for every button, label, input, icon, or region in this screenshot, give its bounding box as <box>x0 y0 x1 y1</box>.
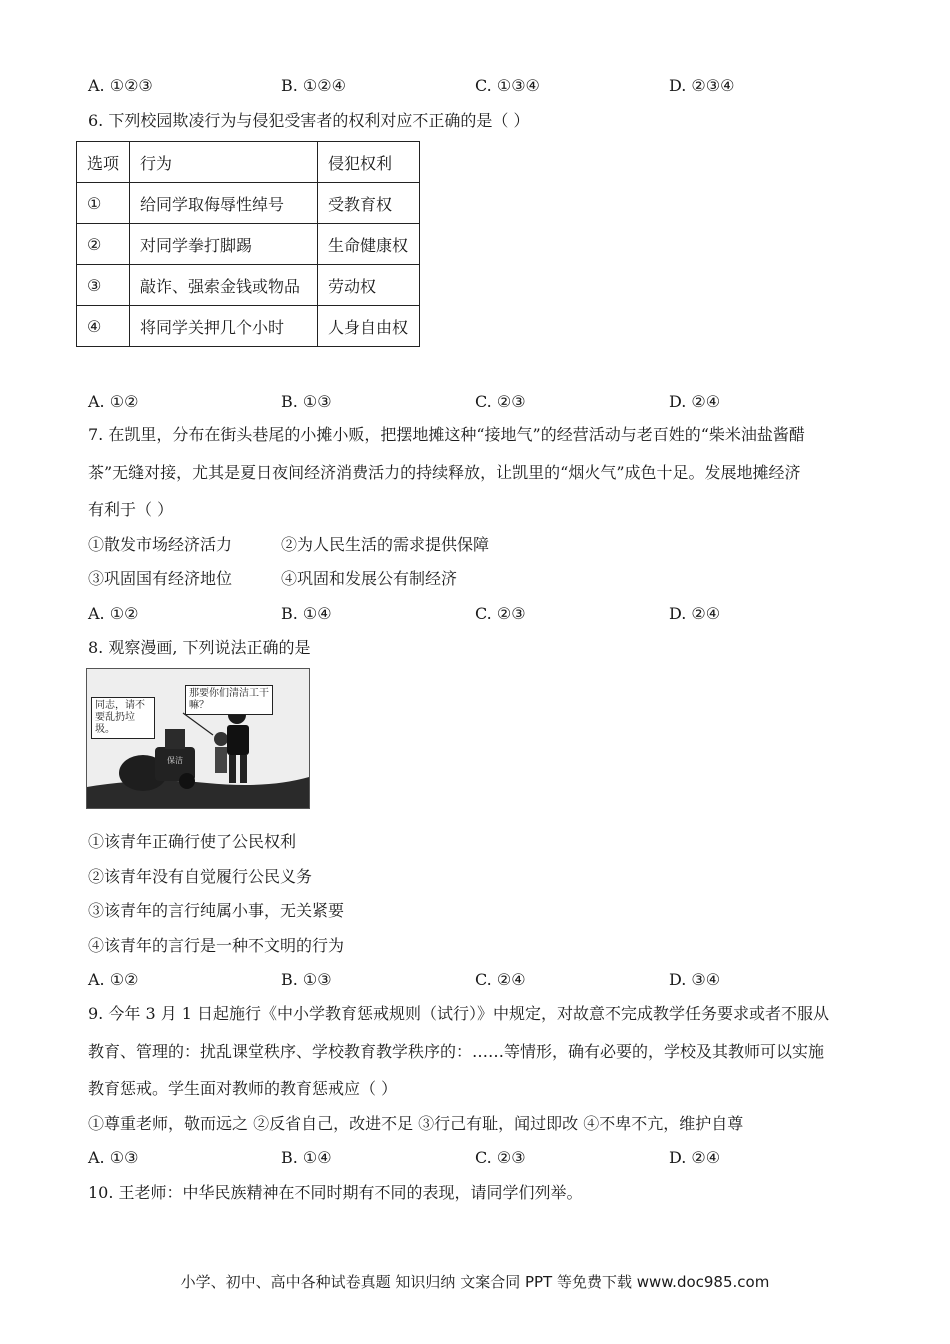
table-cell: 受教育权 <box>318 183 420 224</box>
page-footer: 小学、初中、高中各种试卷真题 知识归纳 文案合同 PPT 等免费下载 www.doc985.com <box>180 1273 770 1291</box>
q7-stem-line: 有利于（ ） <box>88 500 174 519</box>
speech-bubble-right: 那要你们清洁工干嘛？ <box>185 685 273 715</box>
table-cell: ① <box>77 183 130 224</box>
table-header: 侵犯权利 <box>318 142 420 183</box>
cartoon-image <box>86 668 310 809</box>
q7-statement: ②为人民生活的需求提供保障 <box>281 535 490 554</box>
table-cell: 生命健康权 <box>318 224 420 265</box>
option-d: D. ②④ <box>669 604 721 623</box>
option-c: C. ①③④ <box>475 76 540 95</box>
option-b: B. ①②④ <box>281 76 346 95</box>
option-b: B. ①③ <box>281 392 332 411</box>
table-cell: 对同学拳打脚踢 <box>130 224 318 265</box>
q9-stem-line: 教育惩戒。学生面对教师的教育惩戒应（ ） <box>88 1079 398 1098</box>
option-b: B. ①④ <box>281 1148 332 1167</box>
table-cell: ④ <box>77 306 130 347</box>
q10-stem: 10. 王老师：中华民族精神在不同时期有不同的表现，请同学们列举。 <box>88 1183 583 1202</box>
table-cell: 敲诈、强索金钱或物品 <box>130 265 318 306</box>
option-d: D. ②④ <box>669 1148 721 1167</box>
option-c: C. ②③ <box>475 1148 526 1167</box>
table-cell: 劳动权 <box>318 265 420 306</box>
table-cell: 人身自由权 <box>318 306 420 347</box>
option-d: D. ②④ <box>669 392 721 411</box>
q8-statement: ③该青年的言行纯属小事，无关紧要 <box>88 901 345 920</box>
q8-stem: 8. 观察漫画, 下列说法正确的是 <box>88 638 311 657</box>
q8-statement: ②该青年没有自觉履行公民义务 <box>88 867 313 886</box>
q9-statements: ①尊重老师，敬而远之 ②反省自己，改进不足 ③行己有耻，闻过即改 ④不卑不亢，维护自尊 <box>88 1114 744 1133</box>
q7-statement: ①散发市场经济活力 <box>88 535 233 554</box>
q7-statement: ③巩固国有经济地位 <box>88 569 233 588</box>
option-a: A. ①② <box>88 392 139 411</box>
table-row <box>77 306 420 347</box>
table-row <box>77 265 420 306</box>
cart-label: 保洁 <box>167 756 183 765</box>
q7-stem-line: 7. 在凯里，分布在街头巷尾的小摊小贩，把摆地摊这种“接地气”的经营活动与老百姓的“柴米油盐酱醋 <box>88 425 805 444</box>
option-a: A. ①②③ <box>88 76 153 95</box>
option-c: C. ②④ <box>475 970 526 989</box>
option-b: B. ①③ <box>281 970 332 989</box>
q6-stem: 6. 下列校园欺凌行为与侵犯受害者的权利对应不正确的是（ ） <box>88 111 530 130</box>
table-cell: ② <box>77 224 130 265</box>
table-cell: 给同学取侮辱性绰号 <box>130 183 318 224</box>
q8-statement: ①该青年正确行使了公民权利 <box>88 832 297 851</box>
table-header-row <box>77 142 420 183</box>
q7-statement: ④巩固和发展公有制经济 <box>281 569 458 588</box>
q9-stem-line: 9. 今年 3 月 1 日起施行《中小学教育惩戒规则（试行）》中规定，对故意不完成教学任务要求或者不服从 <box>88 1004 830 1023</box>
q6-options <box>0 392 950 412</box>
option-a: A. ①② <box>88 604 139 623</box>
option-d: D. ②③④ <box>669 76 735 95</box>
q7-options <box>0 604 950 624</box>
option-c: C. ②③ <box>475 392 526 411</box>
table-cell: ③ <box>77 265 130 306</box>
q8-statement: ④该青年的言行是一种不文明的行为 <box>88 936 345 955</box>
table-header: 行为 <box>130 142 318 183</box>
option-a: A. ①② <box>88 970 139 989</box>
table-row <box>77 183 420 224</box>
table-row <box>77 224 420 265</box>
q8-options <box>0 970 950 990</box>
option-c: C. ②③ <box>475 604 526 623</box>
option-a: A. ①③ <box>88 1148 139 1167</box>
option-d: D. ③④ <box>669 970 721 989</box>
speech-bubble-left: 同志，请不要乱扔垃圾。 <box>91 697 155 739</box>
option-b: B. ①④ <box>281 604 332 623</box>
q6-table <box>76 141 420 347</box>
table-header: 选项 <box>77 142 130 183</box>
table-cell: 将同学关押几个小时 <box>130 306 318 347</box>
q9-options <box>0 1148 950 1168</box>
q7-stem-line: 茶”无缝对接，尤其是夏日夜间经济消费活力的持续释放，让凯里的“烟火气”成色十足。发展地摊经济 <box>88 463 801 482</box>
q5-options <box>0 76 950 96</box>
q9-stem-line: 教育、管理的：扰乱课堂秩序、学校教育教学秩序的：……等情形，确有必要的，学校及其教师可以实施 <box>88 1042 825 1061</box>
